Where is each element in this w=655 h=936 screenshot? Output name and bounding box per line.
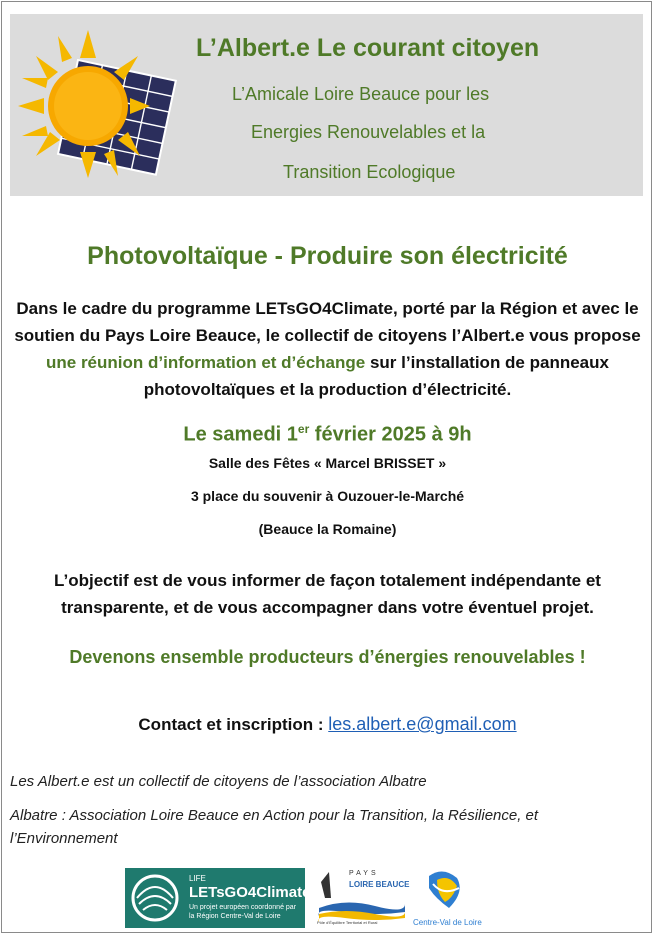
intro-highlight: une réunion d’information et d’échange <box>46 353 366 372</box>
intro-text-after: sur l’installation de panneaux photovoltaïques et la production d’électricité. <box>143 353 609 399</box>
solar-panel-sun-icon <box>18 28 193 188</box>
event-address: 3 place du souvenir à Ouzouer-le-Marché <box>190 488 465 504</box>
header-title: L’Albert.e Le courant citoyen <box>196 34 540 62</box>
objective-paragraph: L’objectif est de vous informer de façon totalement indépendante et transparente, et de vous accompagner dans votre éventuel projet. <box>54 571 601 617</box>
life-logo-brand: LETsGO4Climate <box>189 884 311 901</box>
pays-logo-top: PAYS <box>349 870 379 877</box>
pays-loire-beauce-logo <box>315 868 410 928</box>
life-letsgo4climate-logo <box>125 868 311 928</box>
life-logo-line4: la Région Centre-Val de Loire <box>189 913 281 920</box>
note-collective: Les Albert.e est un collectif de citoyens de l’association Albatre <box>10 773 427 790</box>
event-date-suffix: février 2025 à 9h <box>309 423 472 446</box>
header-banner <box>10 14 643 196</box>
main-title: Photovoltaïque - Produire son électricité <box>87 242 568 270</box>
pays-logo-graphic <box>315 868 410 928</box>
life-logo-line1: LIFE <box>189 874 206 883</box>
header-subtitle-line-1: L’Amicale Loire Beauce pour les <box>232 84 490 104</box>
header-subtitle-line-2: Energies Renouvelables et la <box>251 122 486 142</box>
intro-paragraph <box>14 295 641 403</box>
event-date-sup: er <box>297 422 310 436</box>
event-locality: (Beauce la Romaine) <box>258 521 397 537</box>
region-logo-name: Centre-Val de Loire <box>413 918 482 927</box>
contact-line <box>0 714 655 735</box>
contact-email-link[interactable]: les.albert.e@gmail.com <box>328 714 517 734</box>
event-date-prefix: Le samedi 1 <box>183 423 298 446</box>
centre-val-de-loire-logo <box>413 868 483 928</box>
event-date <box>0 422 655 447</box>
contact-label: Contact et inscription : <box>138 715 329 734</box>
header-subtitle-line-3: Transition Ecologique <box>283 162 456 182</box>
event-venue: Salle des Fêtes « Marcel BRISSET » <box>208 455 447 471</box>
note-albatre: Albatre : Association Loire Beauce en Action pour la Transition, la Résilience, et l’Environnement <box>10 807 539 847</box>
life-logo-line3: Un projet européen coordonné par <box>189 904 297 911</box>
region-logo-graphic <box>413 868 483 918</box>
pays-logo-tag: Pôle d’Équilibre Territorial et Rural <box>317 920 378 925</box>
intro-text-before: Dans le cadre du programme LETsGO4Climate, porté par la Région et avec le soutien du Pays Loire Beauce, le collectif de citoyens l’Albert.e vous propose <box>14 299 641 345</box>
pays-logo-name: LOIRE BEAUCE <box>349 880 410 889</box>
slogan: Devenons ensemble producteurs d’énergies renouvelables ! <box>69 647 586 667</box>
